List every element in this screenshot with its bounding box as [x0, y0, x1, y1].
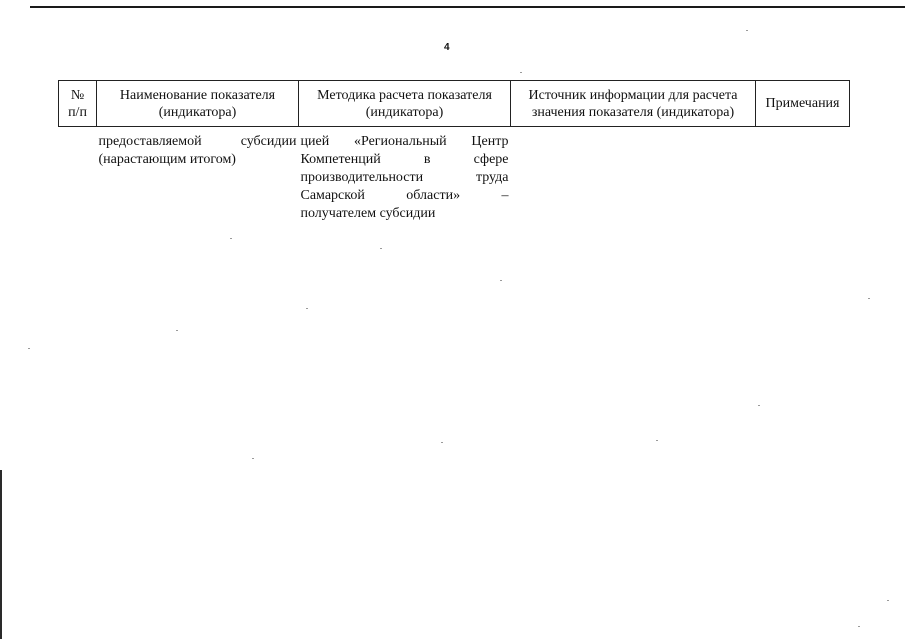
scan-speck	[176, 330, 178, 331]
scan-speck	[858, 626, 860, 627]
header-number-line2: п/п	[68, 104, 87, 120]
header-indicator-name-line1: Наименование показателя	[119, 87, 276, 103]
row-indicator-name-cell: предоставляемой субсидии (нарастающим итогом)	[98, 134, 297, 167]
scan-speck	[500, 280, 502, 281]
header-calculation-method	[299, 81, 511, 127]
header-notes-line1: Примечания	[765, 96, 840, 111]
row-information-source-cell	[511, 127, 756, 224]
header-calculation-method-line1: Методика расчета показателя	[317, 87, 492, 103]
scan-speck	[520, 72, 522, 73]
header-information-source-line2: значения показателя (индикатора)	[531, 104, 735, 120]
scan-speck	[656, 440, 658, 441]
header-notes	[756, 81, 850, 127]
scan-speck	[887, 600, 889, 601]
scan-speck	[28, 348, 30, 349]
row-notes-cell	[756, 127, 850, 224]
left-border-line	[0, 470, 2, 639]
scan-speck	[306, 308, 308, 309]
row-calculation-method-cell: цией «Региональный Центр Компетенций в сфере производительности труда Самарской области» – получателем субсидии	[300, 134, 509, 221]
scan-speck	[746, 30, 748, 31]
scan-speck	[441, 442, 443, 443]
header-information-source	[511, 81, 756, 127]
page-number: 4	[444, 42, 450, 53]
table-header-row	[59, 81, 850, 127]
scan-speck	[230, 238, 232, 239]
top-border-line	[30, 6, 905, 8]
table-row	[59, 127, 850, 224]
header-number	[59, 81, 97, 127]
header-information-source-line1: Источник информации для расчета	[528, 87, 738, 103]
header-calculation-method-line2: (индикатора)	[365, 104, 444, 120]
scan-speck	[380, 248, 382, 249]
header-number-line1: №	[70, 87, 85, 103]
scan-speck	[868, 298, 870, 299]
scan-speck	[758, 405, 760, 406]
header-indicator-name	[97, 81, 299, 127]
indicator-table	[58, 80, 850, 223]
row-number-cell	[59, 127, 97, 224]
header-indicator-name-line2: (индикатора)	[158, 104, 237, 120]
scan-speck	[252, 458, 254, 459]
